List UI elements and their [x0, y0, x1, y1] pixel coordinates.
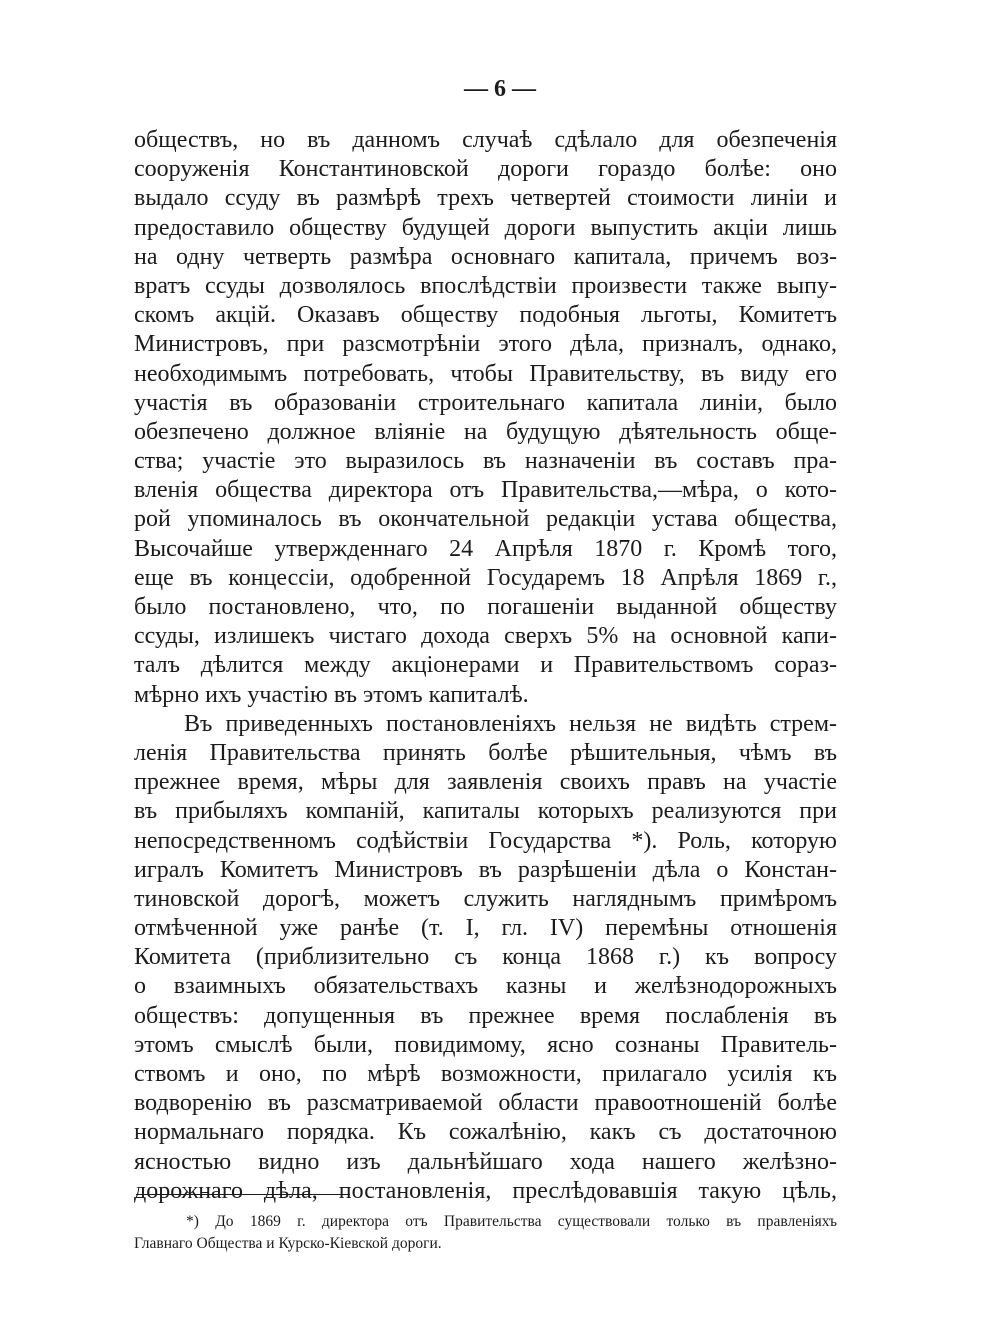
text-line: непосредственномъ содѣйствіи Государства *). Роль, которую — [134, 827, 837, 854]
text-line: тиновской дорогѣ, можетъ служить нагляднымъ примѣромъ — [134, 885, 837, 912]
paragraph-2 — [134, 710, 837, 1206]
footnote-line: *) До 1869 г. директора отъ Правительства существовали только въ правленіяхъ — [186, 1213, 837, 1230]
text-line: рой упоминалось въ окончательной редакціи устава общества, — [134, 506, 837, 533]
text-line: обезпечено должное вліяніе на будущую дѣятельность обще- — [134, 418, 837, 445]
text-line: вратъ ссуды дозволялось впослѣдствіи произвести также выпу- — [134, 272, 837, 299]
text-line: сооруженія Константиновской дороги гораздо болѣе: оно — [134, 156, 837, 183]
text-line: мѣрно ихъ участію въ этомъ капиталѣ. — [134, 681, 529, 708]
text-line: отмѣченной уже ранѣе (т. I, гл. IV) перемѣны отношенія — [134, 915, 837, 942]
text-line: обществъ, но въ данномъ случаѣ сдѣлало для обезпеченія — [134, 127, 837, 153]
text-line: о взаимныхъ обязательствахъ казны и желѣзнодорожныхъ — [134, 973, 837, 1000]
text-line: на одну четверть размѣра основнаго капитала, причемъ воз- — [134, 243, 837, 270]
text-line: Комитета (приблизительно съ конца 1868 г.) къ вопросу — [134, 944, 837, 971]
text-line: ства; участіе это выразилось въ назначеніи въ составъ пра- — [134, 448, 837, 475]
text-line: обществъ: допущенныя въ прежнее время послабленія въ — [134, 1002, 837, 1029]
text-line: прежнее время, мѣры для заявленія своихъ правъ на участіе — [134, 769, 837, 796]
text-line: Высочайше утвержденнаго 24 Апрѣля 1870 г. Кромѣ того, — [134, 535, 837, 562]
text-line: предоставило обществу будущей дороги выпустить акціи лишь — [134, 214, 837, 241]
page-number: — 6 — — [464, 76, 536, 102]
text-line: Въ приведенныхъ постановленіяхъ нельзя не видѣть стрем- — [184, 710, 837, 737]
text-line: ленія Правительства принять болѣе рѣшительныя, чѣмъ въ — [134, 739, 837, 766]
footnote — [134, 1211, 837, 1255]
text-line: этомъ смыслѣ были, повидимому, ясно сознаны Правитель- — [134, 1031, 837, 1058]
text-line: дорожнаго дѣла, постановленія, преслѣдовавшія такую цѣль, — [134, 1177, 837, 1204]
text-line: было постановлено, что, по погашеніи выданной обществу — [134, 594, 837, 620]
text-line: ствомъ и оно, по мѣрѣ возможности, прилагало усилія къ — [134, 1061, 837, 1087]
text-line: вленія общества директора отъ Правительства,—мѣра, о кото- — [134, 477, 837, 504]
text-line: скомъ акцій. Оказавъ обществу подобныя льготы, Комитетъ — [134, 302, 837, 329]
paragraph-1 — [134, 126, 837, 710]
text-line: нормальнаго порядка. Къ сожалѣнію, какъ съ достаточною — [134, 1119, 837, 1146]
footnote-line: Главнаго Общества и Курско-Кіевской дороги. — [134, 1235, 442, 1252]
text-line: ссуды, излишекъ чистаго дохода сверхъ 5% на основной капи- — [134, 623, 837, 650]
text-line: еще въ концессіи, одобренной Государемъ 18 Апрѣля 1869 г., — [134, 564, 837, 591]
text-line: выдало ссуду въ размѣрѣ трехъ четвертей стоимости линіи и — [134, 185, 837, 212]
text-line: необходимымъ потребовать, чтобы Правительству, въ виду его — [134, 360, 837, 387]
text-line: игралъ Комитетъ Министровъ въ разрѣшеніи дѣла о Констан- — [134, 856, 837, 883]
text-line: Министровъ, при разсмотрѣніи этого дѣла, призналъ, однако, — [134, 331, 837, 358]
footnote-divider — [136, 1194, 350, 1195]
text-line: водворенію въ разсматриваемой области правоотношеній болѣе — [134, 1090, 837, 1117]
text-line: въ прибыляхъ компаній, капиталы которыхъ реализуются при — [134, 798, 837, 825]
text-line: ясностью видно изъ дальнѣйшаго хода нашего желѣзно- — [134, 1148, 837, 1175]
text-line: талъ дѣлится между акціонерами и Правительствомъ сораз- — [134, 652, 837, 679]
text-line: участія въ образованіи строительнаго капитала линіи, было — [134, 389, 837, 416]
body-text — [134, 126, 837, 1206]
